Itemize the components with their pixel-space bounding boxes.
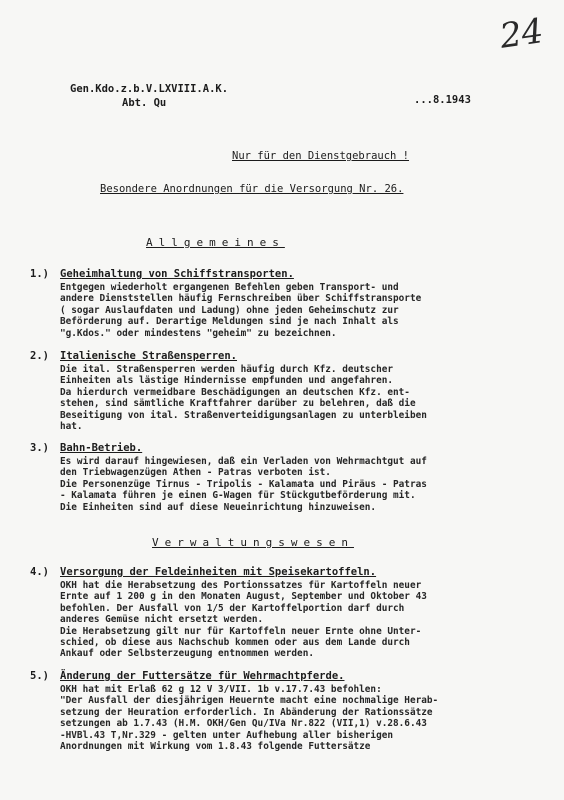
item-body: Es wird darauf hingewiesen, daß ein Verladen von Wehrmachtgut auf den Triebwagenzügen Athen - Patras verboten ist. Die Personenzüge Tirnus - Tripolis - Kalamata und Piräus - Patras - Kalamata führen je einen G-Wagen für Stückgutbeförderung mit. Die Einheiten sind auf diese Neueinrichtung hinzuweisen. (60, 456, 427, 513)
item-title: Versorgung der Feldeinheiten mit Speisekartoffeln. (60, 566, 377, 578)
document-header (70, 82, 228, 110)
item-body: Die ital. Straßensperren werden häufig durch Kfz. deutscher Einheiten als lästige Hindernisse empfunden und angefahren. Da hierdurch vermeidbare Beschädigungen an deutschen Kfz. ent- stehen, sind sämtliche Kraftfahrer darüber zu belehren, daß die Beseitigung von ital. Straßenverteidigungsanlagen zu unterbleiben hat. (60, 364, 427, 433)
item-body: OKH hat mit Erlaß 62 g 12 V 3/VII. 1b v.17.7.43 befohlen: "Der Ausfall der diesjährigen Heuernte macht eine nochmalige Herab- setzung der Heuration erforderlich. In Abänderung der Rationssätze setzungen ab 1.7.43 (H.M. OKH/Gen Qu/IVa Nr.822 (VII,1) v.28.6.43 -HVBl.43 T,Nr.329 - gelten unter Aufhebung aller bisherigen Anordnungen mit Wirkung vom 1.8.43 folgende Futtersätze (60, 684, 439, 753)
list-item (30, 566, 550, 660)
item-number: 4.) (30, 566, 49, 578)
item-title: Geheimhaltung von Schiffstransporten. (60, 268, 294, 280)
document-title: Besondere Anordnungen für die Versorgung Nr. 26. (100, 183, 404, 195)
org-line: Gen.Kdo.z.b.V.LXVIII.A.K. (70, 83, 229, 95)
section-heading-general: Allgemeines (146, 236, 285, 249)
page-number: 24 (497, 11, 546, 57)
item-number: 5.) (30, 670, 49, 682)
item-title: Änderung der Futtersätze für Wehrmachtpferde. (60, 670, 345, 682)
item-body: OKH hat die Herabsetzung des Portionssatzes für Kartoffeln neuer Ernte auf 1 200 g in den Monaten August, September und Oktober 43 befohlen. Der Ausfall von 1/5 der Kartoffelportion darf durch anderes Gemüse nicht ersetzt werden. Die Herabsetzung gilt nur für Kartoffeln neuer Ernte ohne Unter- schied, ob diese aus Nachschub kommen oder aus dem Lande durch Ankauf oder Selbsterzeugung entnommen werden. (60, 580, 427, 660)
item-body: Entgegen wiederholt ergangenen Befehlen geben Transport- und andere Dienststellen häufig Fernschreiben über Schiffstransporte ( sogar Auslaufdaten und Ladung) ohne jeden Geheimschutz zur Beförderung auf. Derartige Meldungen sind je nach Inhalt als "g.Kdos." oder mindestens "geheim" zu bezeichnen. (60, 282, 422, 339)
section-heading-administration: Verwaltungswesen (152, 536, 354, 549)
list-item (30, 442, 550, 513)
item-title: Bahn-Betrieb. (60, 442, 143, 454)
item-title: Italienische Straßensperren. (60, 350, 238, 362)
restricted-notice: Nur für den Dienstgebrauch ! (232, 150, 410, 162)
document-date: ...8.1943 (414, 94, 471, 106)
list-item (30, 350, 550, 432)
list-item (30, 268, 550, 339)
item-number: 2.) (30, 350, 49, 362)
item-number: 1.) (30, 268, 49, 280)
list-item (30, 670, 550, 752)
dept-line: Abt. Qu (122, 97, 167, 109)
item-number: 3.) (30, 442, 49, 454)
